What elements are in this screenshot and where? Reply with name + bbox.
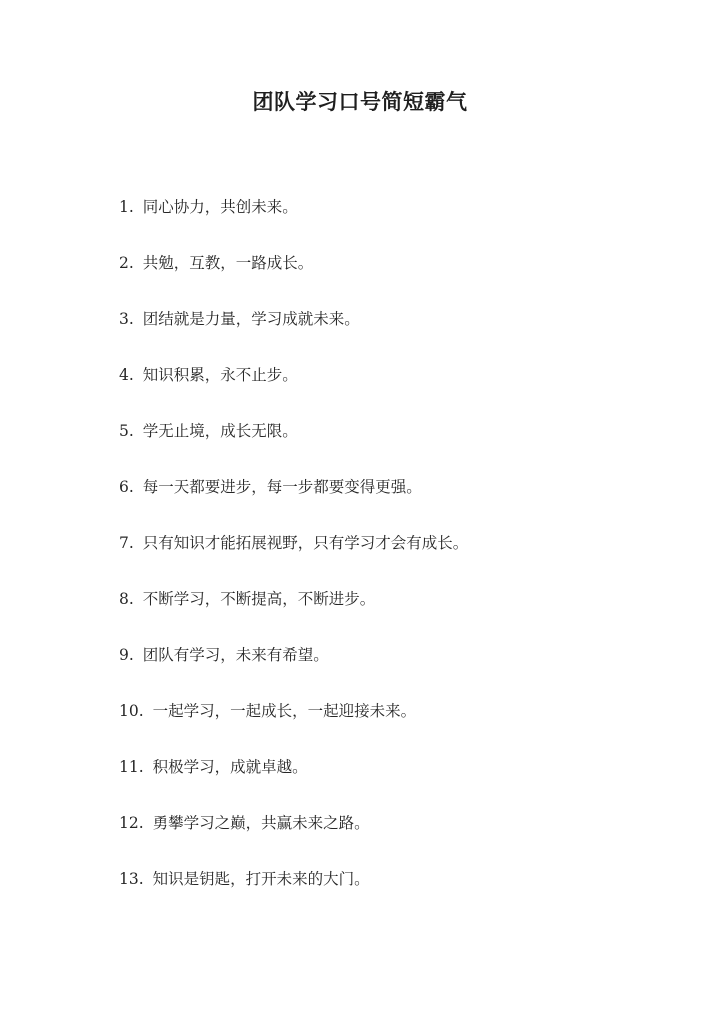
list-item — [119, 249, 468, 305]
item-text: 一起学习，一起成长，一起迎接未来。 — [152, 702, 417, 720]
list-item — [119, 417, 468, 473]
item-number: 4. — [119, 366, 134, 384]
list-item — [119, 641, 468, 697]
item-text: 知识积累，永不止步。 — [142, 366, 298, 384]
item-text: 勇攀学习之巅，共赢未来之路。 — [152, 814, 370, 832]
item-number: 9. — [119, 646, 134, 664]
item-number: 7. — [119, 534, 134, 552]
item-text: 只有知识才能拓展视野，只有学习才会有成长。 — [142, 534, 469, 552]
item-text: 团队有学习，未来有希望。 — [142, 646, 329, 664]
item-text: 团结就是力量，学习成就未来。 — [142, 310, 360, 328]
item-number: 5. — [119, 422, 134, 440]
item-number: 10. — [119, 702, 144, 720]
list-item — [119, 361, 468, 417]
list-item — [119, 305, 468, 361]
item-text: 知识是钥匙，打开未来的大门。 — [152, 870, 370, 888]
item-text: 不断学习，不断提高，不断进步。 — [142, 590, 376, 608]
item-text: 积极学习，成就卓越。 — [152, 758, 308, 776]
document-title: 团队学习口号简短霸气 — [252, 89, 468, 114]
list-item — [119, 473, 468, 529]
item-number: 12. — [119, 814, 144, 832]
item-text: 同心协力，共创未来。 — [142, 198, 298, 216]
list-item — [119, 585, 468, 641]
list-item — [119, 193, 468, 249]
list-item — [119, 697, 468, 753]
item-number: 8. — [119, 590, 134, 608]
item-number: 2. — [119, 254, 134, 272]
slogan-list — [119, 193, 468, 921]
list-item — [119, 529, 468, 585]
item-number: 13. — [119, 870, 144, 888]
list-item — [119, 809, 468, 865]
item-text: 每一天都要进步，每一步都要变得更强。 — [142, 478, 422, 496]
item-text: 学无止境，成长无限。 — [142, 422, 298, 440]
item-text: 共勉，互教，一路成长。 — [142, 254, 314, 272]
item-number: 1. — [119, 198, 134, 216]
list-item — [119, 753, 468, 809]
item-number: 3. — [119, 310, 134, 328]
list-item — [119, 865, 468, 921]
item-number: 6. — [119, 478, 134, 496]
item-number: 11. — [119, 758, 144, 776]
